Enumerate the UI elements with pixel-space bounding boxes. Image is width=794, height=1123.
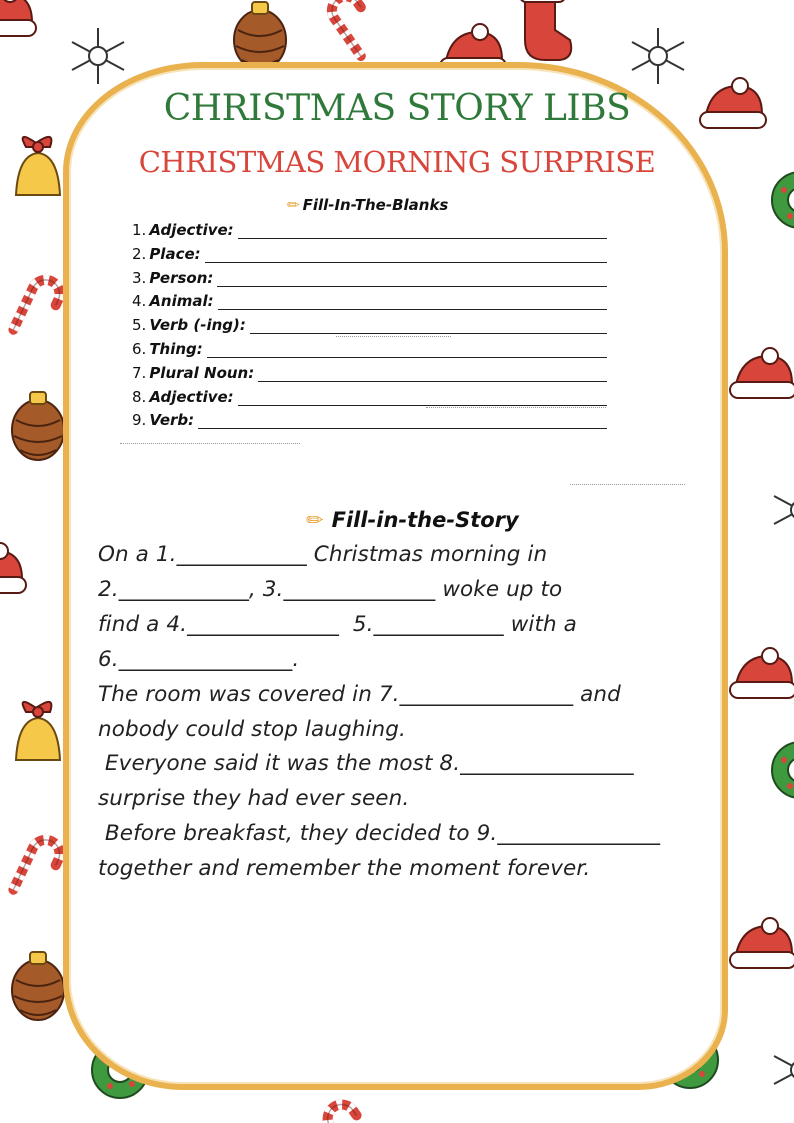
blank-label: Verb (-ing): (149, 316, 246, 335)
blank-item (132, 265, 607, 287)
blank-label: Person: (149, 268, 214, 287)
page-title: CHRISTMAS STORY LIBS (163, 88, 631, 129)
blank-line[interactable] (258, 365, 607, 382)
blank-label: Adjective: (149, 387, 234, 406)
blank-item (132, 217, 607, 239)
pencil-icon: ✏ (287, 196, 300, 214)
blank-line[interactable] (238, 389, 607, 406)
blank-line[interactable] (250, 317, 607, 334)
divider (120, 443, 300, 444)
blank-item (132, 407, 607, 429)
blank-line[interactable] (238, 222, 607, 239)
story-line: surprise they had ever seen. (98, 786, 410, 812)
blank-line[interactable] (218, 293, 607, 310)
blank-number: 5. (132, 316, 147, 335)
story-line: find a 4.______________ 5.____________ with a (98, 611, 577, 637)
blank-number: 1. (132, 221, 147, 239)
blank-line[interactable] (198, 412, 607, 429)
story-line: Before breakfast, they decided to 9._______________ (98, 821, 661, 847)
blank-line[interactable] (217, 270, 607, 287)
blank-item (132, 384, 607, 406)
blank-item (132, 360, 607, 382)
story-line: nobody could stop laughing. (98, 716, 406, 742)
story-line: On a 1.____________ Christmas morning in (98, 542, 548, 567)
story-line: together and remember the moment forever. (98, 856, 591, 882)
divider (426, 407, 606, 408)
pencil-icon: ✏ (306, 508, 324, 532)
page-subtitle: CHRISTMAS MORNING SURPRISE (138, 145, 656, 179)
story-line: 6.________________. (98, 646, 300, 672)
blank-number: 7. (132, 363, 147, 382)
story-line: 2.____________, 3.______________ woke up to (98, 576, 563, 602)
blank-number: 2. (132, 244, 147, 263)
blank-item (132, 288, 607, 310)
blank-label: Animal: (149, 292, 214, 311)
blank-label: Adjective: (149, 221, 234, 239)
blank-item (132, 241, 607, 263)
blank-item (132, 336, 607, 358)
blank-line[interactable] (205, 246, 607, 263)
divider (570, 484, 685, 485)
blank-label: Verb: (149, 411, 195, 430)
blank-number: 3. (132, 268, 147, 287)
blank-item (132, 312, 607, 334)
story-heading: ✏ Fill-in-the-Story (306, 508, 519, 532)
blank-label: Thing: (149, 340, 203, 358)
story-line: Everyone said it was the most 8.________________ (98, 751, 634, 777)
divider (336, 336, 451, 337)
blank-label: Place: (149, 244, 201, 263)
blank-label: Plural Noun: (149, 363, 255, 382)
blank-number: 6. (132, 340, 147, 358)
blanks-heading: ✏ Fill-In-The-Blanks (287, 196, 449, 214)
blank-number: 9. (132, 411, 147, 430)
blank-number: 8. (132, 387, 147, 406)
story-line: The room was covered in 7.________________ and (98, 681, 621, 707)
blank-line[interactable] (207, 341, 607, 358)
blank-number: 4. (132, 292, 147, 311)
